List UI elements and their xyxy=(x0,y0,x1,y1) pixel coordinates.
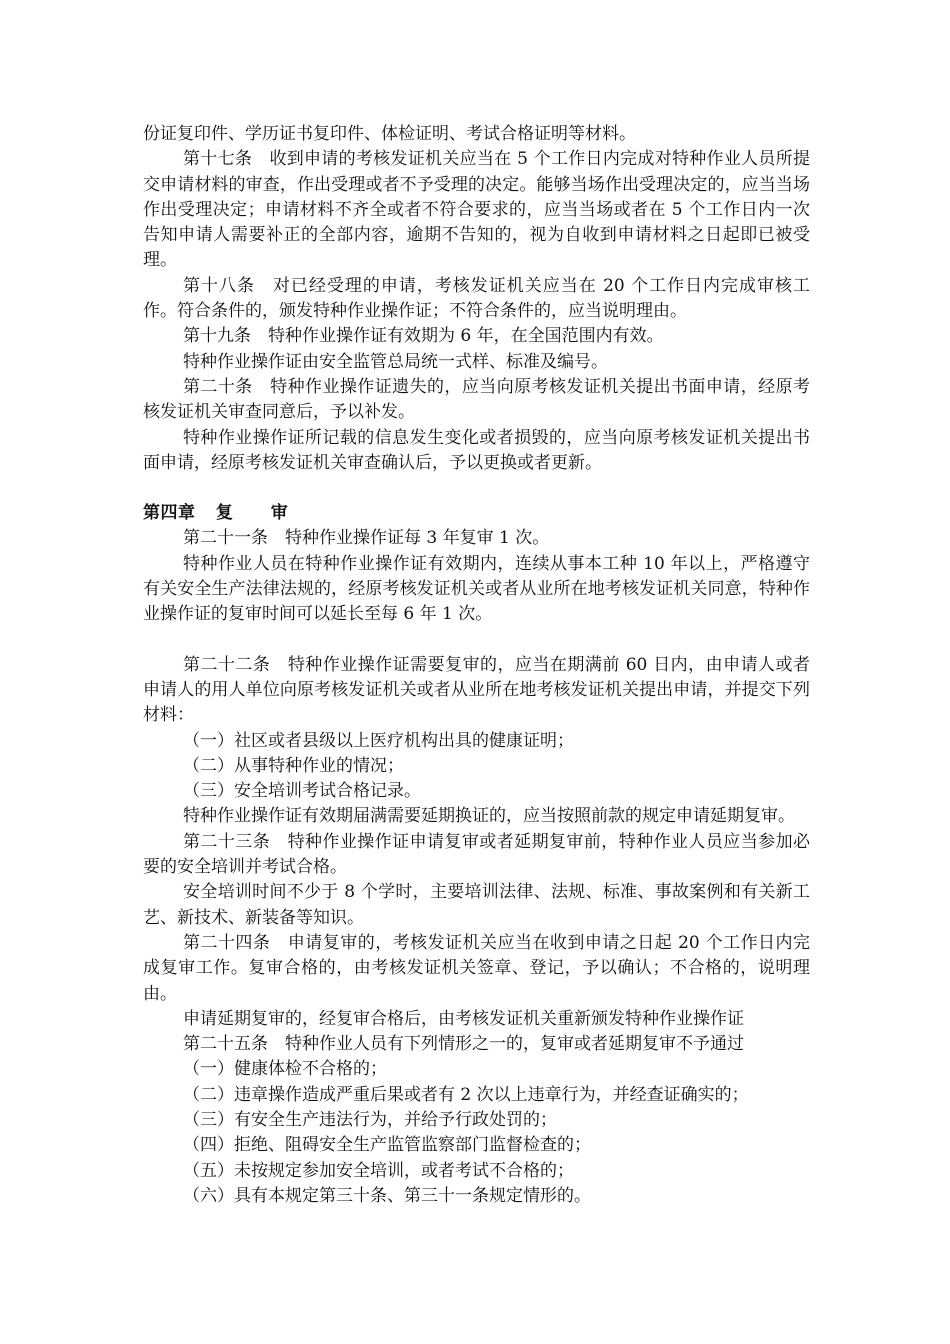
chapter-title-char-2: 审 xyxy=(270,503,289,524)
paragraph: （六）具有本规定第三十条、第三十一条规定情形的。 xyxy=(183,1185,591,1206)
paragraph: 第二十一条 特种作业操作证每 3 年复审 1 次。 xyxy=(183,528,550,549)
chapter-heading xyxy=(143,501,810,526)
paragraph: 第二十条 特种作业操作证遗失的，应当向原考核发证机关提出书面申请，经原考核发证机关审查同意后，予以补发。 xyxy=(143,376,810,423)
paragraph: （四）拒绝、阻碍安全生产监管监察部门监督检查的； xyxy=(183,1135,591,1156)
paragraph: （三）安全培训考试合格记录。 xyxy=(183,781,421,802)
section-article-21 xyxy=(143,526,810,627)
paragraph: 特种作业人员在特种作业操作证有效期内，连续从事本工种 10 年以上，严格遵守有关安全生产法律法规的，经原考核发证机关或者从业所在地考核发证机关同意，特种作业操作证的复审时间可以延长至每 6 年 1 次。 xyxy=(143,553,810,625)
paragraph: 特种作业操作证所记载的信息发生变化或者损毁的，应当向原考核发证机关提出书面申请，经原考核发证机关审查确认后，予以更换或者更新。 xyxy=(143,427,810,473)
paragraph: 特种作业操作证有效期届满需要延期换证的，应当按照前款的规定申请延期复审。 xyxy=(183,806,795,827)
paragraph: （二）从事特种作业的情况； xyxy=(183,755,404,776)
paragraph: 第二十五条 特种作业人员有下列情形之一的，复审或者延期复审不予通过 xyxy=(183,1034,744,1055)
paragraph: 特种作业操作证由安全监管总局统一式样、标准及编号。 xyxy=(183,351,608,372)
paragraph: （二）违章操作造成严重后果或者有 2 次以上违章行为，并经查证确实的； xyxy=(183,1084,749,1105)
section-articles-22-25 xyxy=(143,653,810,1210)
paragraph: 第十九条 特种作业操作证有效期为 6 年，在全国范围内有效。 xyxy=(183,326,664,347)
paragraph: 第二十三条 特种作业操作证申请复审或者延期复审前，特种作业人员应当参加必要的安全培训并考试合格。 xyxy=(143,831,810,878)
paragraph: 第二十四条 申请复审的，考核发证机关应当在收到申请之日起 20 个工作日内完成复审工作。复审合格的，由考核发证机关签章、登记，予以确认；不合格的，说明理由。 xyxy=(143,932,810,1004)
paragraph: 申请延期复审的，经复审合格后，由考核发证机关重新颁发特种作业操作证 xyxy=(183,1008,744,1029)
paragraph: （一）社区或者县级以上医疗机构出具的健康证明； xyxy=(183,730,574,751)
paragraph: （三）有安全生产违法行为，并给予行政处罚的； xyxy=(183,1109,557,1130)
chapter-title-char-1: 复 xyxy=(215,503,234,524)
paragraph: 第十八条 对已经受理的申请，考核发证机关应当在 20 个工作日内完成审核工作。符合条件的，颁发特种作业操作证；不符合条件的，应当说明理由。 xyxy=(143,275,810,322)
paragraph: （五）未按规定参加安全培训，或者考试不合格的； xyxy=(183,1160,574,1181)
paragraph: （一）健康体检不合格的； xyxy=(183,1059,387,1080)
section-articles-17-20 xyxy=(143,122,810,476)
paragraph: 第十七条 收到申请的考核发证机关应当在 5 个工作日内完成对特种作业人员所提交申请材料的审查，作出受理或者不予受理的决定。能够当场作出受理决定的，应当当场作出受理决定；申请材料不齐全或者不符合要求的，应当当场或者在 5 个工作日内一次告知申请人需要补正的全部内容，逾期不告知的，视为自收到申请材料之日起即已被受理。 xyxy=(143,149,810,271)
chapter-label: 第四章 xyxy=(143,503,196,524)
paragraph: 安全培训时间不少于 8 个学时，主要培训法律、法规、标准、事故案例和有关新工艺、新技术、新装备等知识。 xyxy=(143,882,810,928)
paragraph: 份证复印件、学历证书复印件、体检证明、考试合格证明等材料。 xyxy=(143,124,636,144)
document-body xyxy=(143,122,810,1209)
paragraph: 第二十二条 特种作业操作证需要复审的，应当在期满前 60 日内，由申请人或者申请人的用人单位向原考核发证机关或者从业所在地考核发证机关提出申请，并提交下列材料： xyxy=(143,654,810,726)
